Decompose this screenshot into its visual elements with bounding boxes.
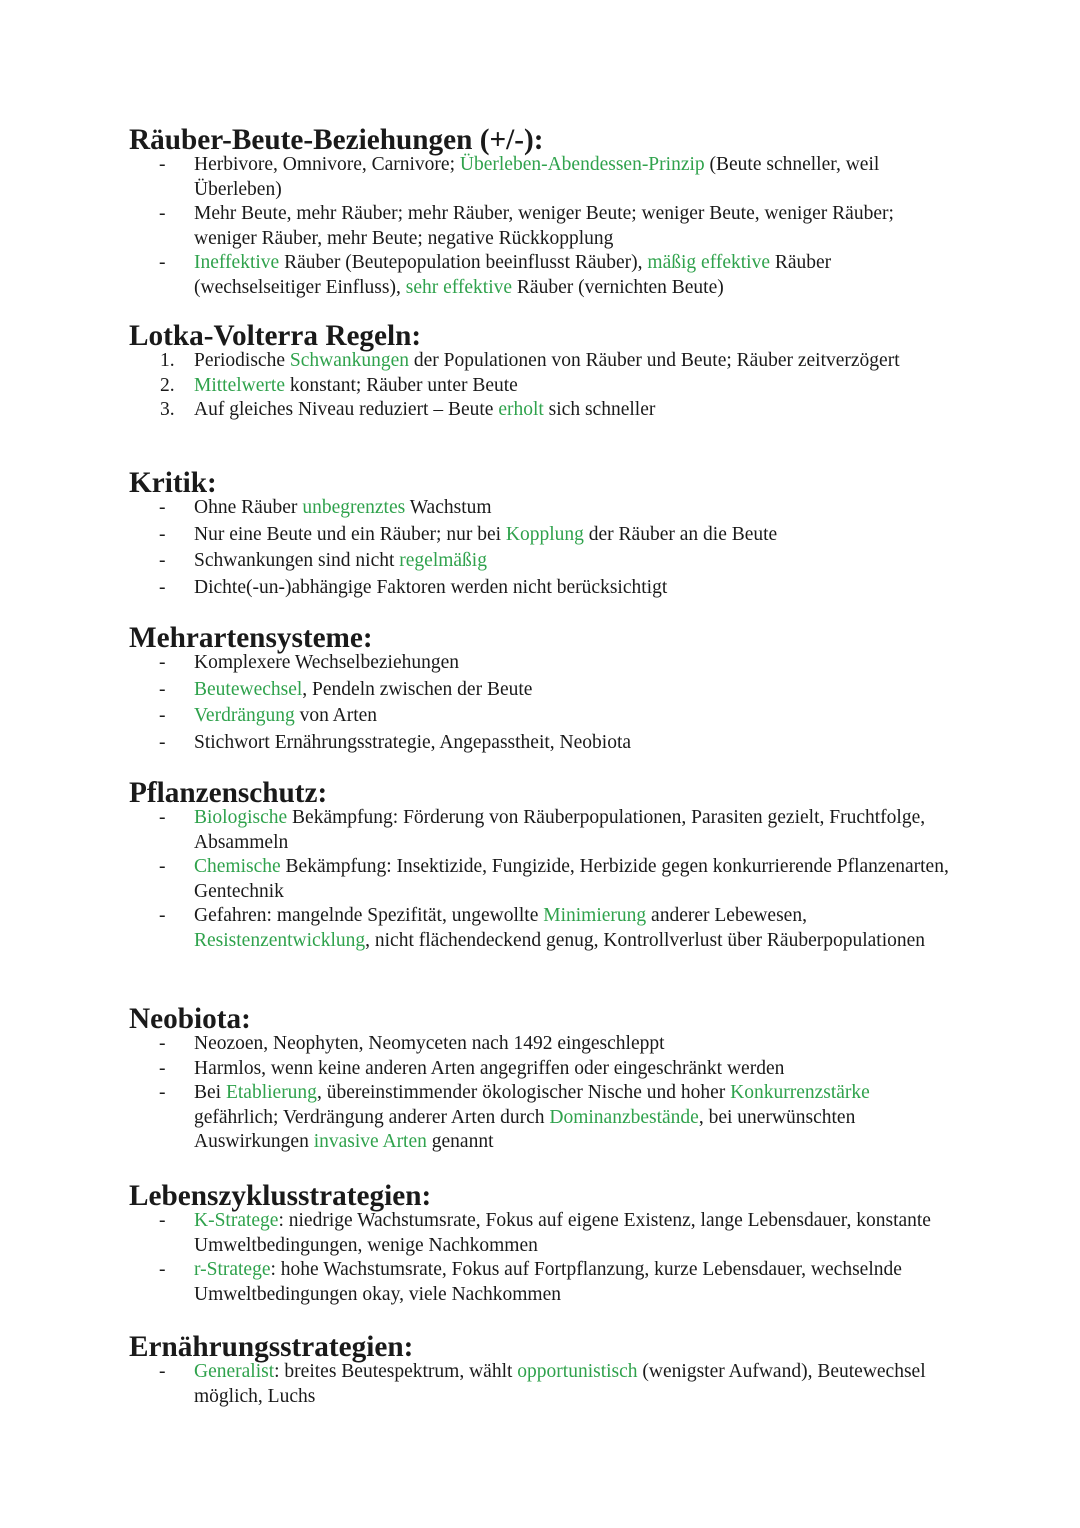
dash-bullet-icon: - xyxy=(159,1361,166,1382)
item-text: Periodische xyxy=(194,350,290,371)
bullet-list xyxy=(129,1032,959,1155)
highlighted-term: Beutewechsel xyxy=(194,678,303,700)
highlighted-term: Schwankungen xyxy=(289,350,410,371)
item-text: Mehr Beute, mehr Räuber; mehr Räuber, weniger Beute; weniger Beute, weniger Räuber; weniger Räuber, mehr Beute; negative Rückkopplung xyxy=(194,203,894,249)
dash-bullet-icon: - xyxy=(159,678,166,700)
list-item xyxy=(129,1032,959,1057)
item-text: Gefahren: mangelnde Spezifität, ungewollte xyxy=(194,905,544,926)
bullet-list xyxy=(129,806,959,953)
item-text: Herbivore, Omnivore, Carnivore; xyxy=(194,154,460,175)
item-text: Räuber (Beutepopulation beeinflusst Räuber), xyxy=(279,252,648,273)
item-text: , bei unerwünschten Auswirkungen xyxy=(194,1106,856,1152)
dash-bullet-icon: - xyxy=(159,1033,166,1054)
section-neobiota xyxy=(129,1003,959,1155)
highlighted-term: K-Stratege xyxy=(194,1210,279,1231)
list-item xyxy=(129,1209,959,1258)
highlighted-term: opportunistisch xyxy=(517,1361,638,1382)
section-kritik xyxy=(129,467,959,602)
numbered-list xyxy=(129,349,959,423)
item-text: : hohe Wachstumsrate, Fokus auf Fortpflanzung, kurze Lebensdauer, wechselnde Umweltbedingungen okay, viele Nachkommen xyxy=(194,1259,902,1305)
dash-bullet-icon: - xyxy=(159,731,166,753)
list-item xyxy=(129,704,959,729)
item-text: , übereinstimmender ökologischer Nische und hoher xyxy=(316,1082,731,1103)
highlighted-term: Verdrängung xyxy=(194,705,295,726)
bullet-list xyxy=(129,496,959,600)
highlighted-term: sehr effektive xyxy=(405,276,513,298)
list-item xyxy=(129,398,959,423)
bullet-list xyxy=(129,651,959,755)
list-item xyxy=(129,496,959,521)
highlighted-term: Biologische xyxy=(194,807,288,828)
highlighted-term: invasive Arten xyxy=(313,1131,427,1152)
item-text: : niedrige Wachstumsrate, Fokus auf eigene Existenz, lange Lebensdauer, konstante Umweltbedingungen, wenige Nachkommen xyxy=(194,1210,931,1256)
item-text: Bekämpfung: Insektizide, Fungizide, Herbizide gegen konkurrierende Pflanzenarten, Gentechnik xyxy=(194,856,949,902)
highlighted-term: Konkurrenzstärke xyxy=(730,1082,870,1103)
item-text: Auf gleiches Niveau reduziert – Beute xyxy=(194,399,499,420)
highlighted-term: Etablierung xyxy=(225,1082,317,1103)
item-text: Räuber (vernichten Beute) xyxy=(512,276,724,298)
list-item xyxy=(129,678,959,703)
section-heading: Pflanzenschutz: xyxy=(129,777,328,809)
bullet-list xyxy=(129,1209,959,1307)
highlighted-term: Generalist xyxy=(194,1361,275,1382)
highlighted-term: Minimierung xyxy=(543,905,647,926)
item-text: Nur eine Beute und ein Räuber; nur bei xyxy=(194,523,506,545)
highlighted-term: regelmäßig xyxy=(399,550,487,571)
item-text: Wachstum xyxy=(405,497,492,518)
section-heading: Ernährungsstrategien: xyxy=(129,1331,414,1363)
item-text: Ohne Räuber xyxy=(194,497,303,518)
item-text: Dichte(-un-)abhängige Faktoren werden nicht berücksichtigt xyxy=(194,576,668,598)
item-text: von Arten xyxy=(294,705,378,726)
item-text: gefährlich; Verdrängung anderer Arten durch xyxy=(194,1106,550,1128)
item-text: Neozoen, Neophyten, Neomyceten nach 1492 eingeschleppt xyxy=(194,1033,665,1054)
list-item xyxy=(129,855,959,904)
item-text: : breites Beutespektrum, wählt xyxy=(274,1361,518,1382)
dash-bullet-icon: - xyxy=(159,856,166,877)
item-text: Schwankungen sind nicht xyxy=(194,550,400,571)
item-text: genannt xyxy=(426,1131,494,1152)
bullet-list xyxy=(129,153,959,300)
dash-bullet-icon: - xyxy=(159,1082,166,1103)
highlighted-term: unbegrenztes xyxy=(302,497,406,518)
list-item xyxy=(129,349,959,374)
list-item xyxy=(129,1081,959,1155)
list-number: 3. xyxy=(160,399,175,420)
item-text: Komplexere Wechselbeziehungen xyxy=(194,652,460,673)
dash-bullet-icon: - xyxy=(159,807,166,828)
item-text: konstant; Räuber unter Beute xyxy=(284,374,518,396)
dash-bullet-icon: - xyxy=(159,497,166,518)
item-text: Bekämpfung: Förderung von Räuberpopulationen, Parasiten gezielt, Fruchtfolge, Absammeln xyxy=(194,807,926,853)
dash-bullet-icon: - xyxy=(159,576,166,598)
section-pflanzenschutz xyxy=(129,777,959,953)
item-text: (wenigster Aufwand), Beutewechsel möglich, Luchs xyxy=(194,1361,926,1407)
section-ernaehrungsstrategien xyxy=(129,1331,959,1409)
highlighted-term: Ineffektive xyxy=(194,252,280,273)
list-item xyxy=(129,153,959,202)
list-number: 2. xyxy=(160,374,175,396)
section-heading: Räuber-Beute-Beziehungen (+/-): xyxy=(129,124,544,156)
highlighted-term: Überleben-Abendessen-Prinzip xyxy=(459,154,705,175)
highlighted-term: Chemische xyxy=(194,856,281,877)
list-item xyxy=(129,1258,959,1307)
item-text: Räuber (wechselseitiger Einfluss), xyxy=(194,252,832,298)
section-heading: Kritik: xyxy=(129,467,217,499)
highlighted-term: r-Stratege xyxy=(194,1259,271,1280)
list-item xyxy=(129,731,959,756)
dash-bullet-icon: - xyxy=(159,523,166,545)
highlighted-term: erholt xyxy=(498,399,544,420)
dash-bullet-icon: - xyxy=(159,252,166,273)
list-item xyxy=(129,549,959,574)
list-item xyxy=(129,1057,959,1082)
item-text: , Pendeln zwischen der Beute xyxy=(302,678,533,700)
section-raeuber-beute xyxy=(129,124,959,300)
item-text: Stichwort Ernährungsstrategie, Angepasstheit, Neobiota xyxy=(194,731,632,753)
dash-bullet-icon: - xyxy=(159,1057,166,1079)
highlighted-term: Kopplung xyxy=(505,523,584,545)
section-heading: Neobiota: xyxy=(129,1003,251,1035)
list-item xyxy=(129,651,959,676)
dash-bullet-icon: - xyxy=(159,550,166,571)
highlighted-term: Resistenzentwicklung xyxy=(194,929,366,951)
item-text: sich schneller xyxy=(543,399,656,420)
dash-bullet-icon: - xyxy=(159,154,166,175)
dash-bullet-icon: - xyxy=(159,1210,166,1231)
list-item xyxy=(129,374,959,399)
highlighted-term: Dominanzbestände xyxy=(549,1106,699,1128)
list-item xyxy=(129,202,959,251)
list-item xyxy=(129,904,959,953)
section-heading: Lebenszyklusstrategien: xyxy=(129,1180,432,1212)
dash-bullet-icon: - xyxy=(159,203,166,224)
item-text: , nicht flächendeckend genug, Kontrollverlust über Räuberpopulationen xyxy=(365,929,926,951)
section-lotka-volterra xyxy=(129,320,959,423)
dash-bullet-icon: - xyxy=(159,1259,166,1280)
section-heading: Lotka-Volterra Regeln: xyxy=(129,320,422,352)
list-item xyxy=(129,1360,959,1409)
item-text: Bei xyxy=(194,1082,226,1103)
list-item xyxy=(129,523,959,548)
item-text: Harmlos, wenn keine anderen Arten angegriffen oder eingeschränkt werden xyxy=(194,1057,785,1079)
highlighted-term: Mittelwerte xyxy=(194,374,285,396)
highlighted-term: mäßig effektive xyxy=(647,252,770,273)
dash-bullet-icon: - xyxy=(159,705,166,726)
item-text: der Populationen von Räuber und Beute; Räuber zeitverzögert xyxy=(409,350,900,371)
list-number: 1. xyxy=(160,350,175,371)
section-heading: Mehrartensysteme: xyxy=(129,622,373,654)
dash-bullet-icon: - xyxy=(159,652,166,673)
list-item xyxy=(129,251,959,300)
section-mehrartensysteme xyxy=(129,622,959,757)
list-item xyxy=(129,806,959,855)
dash-bullet-icon: - xyxy=(159,905,166,926)
item-text: der Räuber an die Beute xyxy=(583,523,778,545)
list-item xyxy=(129,576,959,601)
item-text: anderer Lebewesen, xyxy=(646,905,807,926)
item-text: (Beute schneller, weil Überleben) xyxy=(194,154,880,200)
bullet-list xyxy=(129,1360,959,1409)
section-lebenszyklusstrategien xyxy=(129,1180,959,1307)
